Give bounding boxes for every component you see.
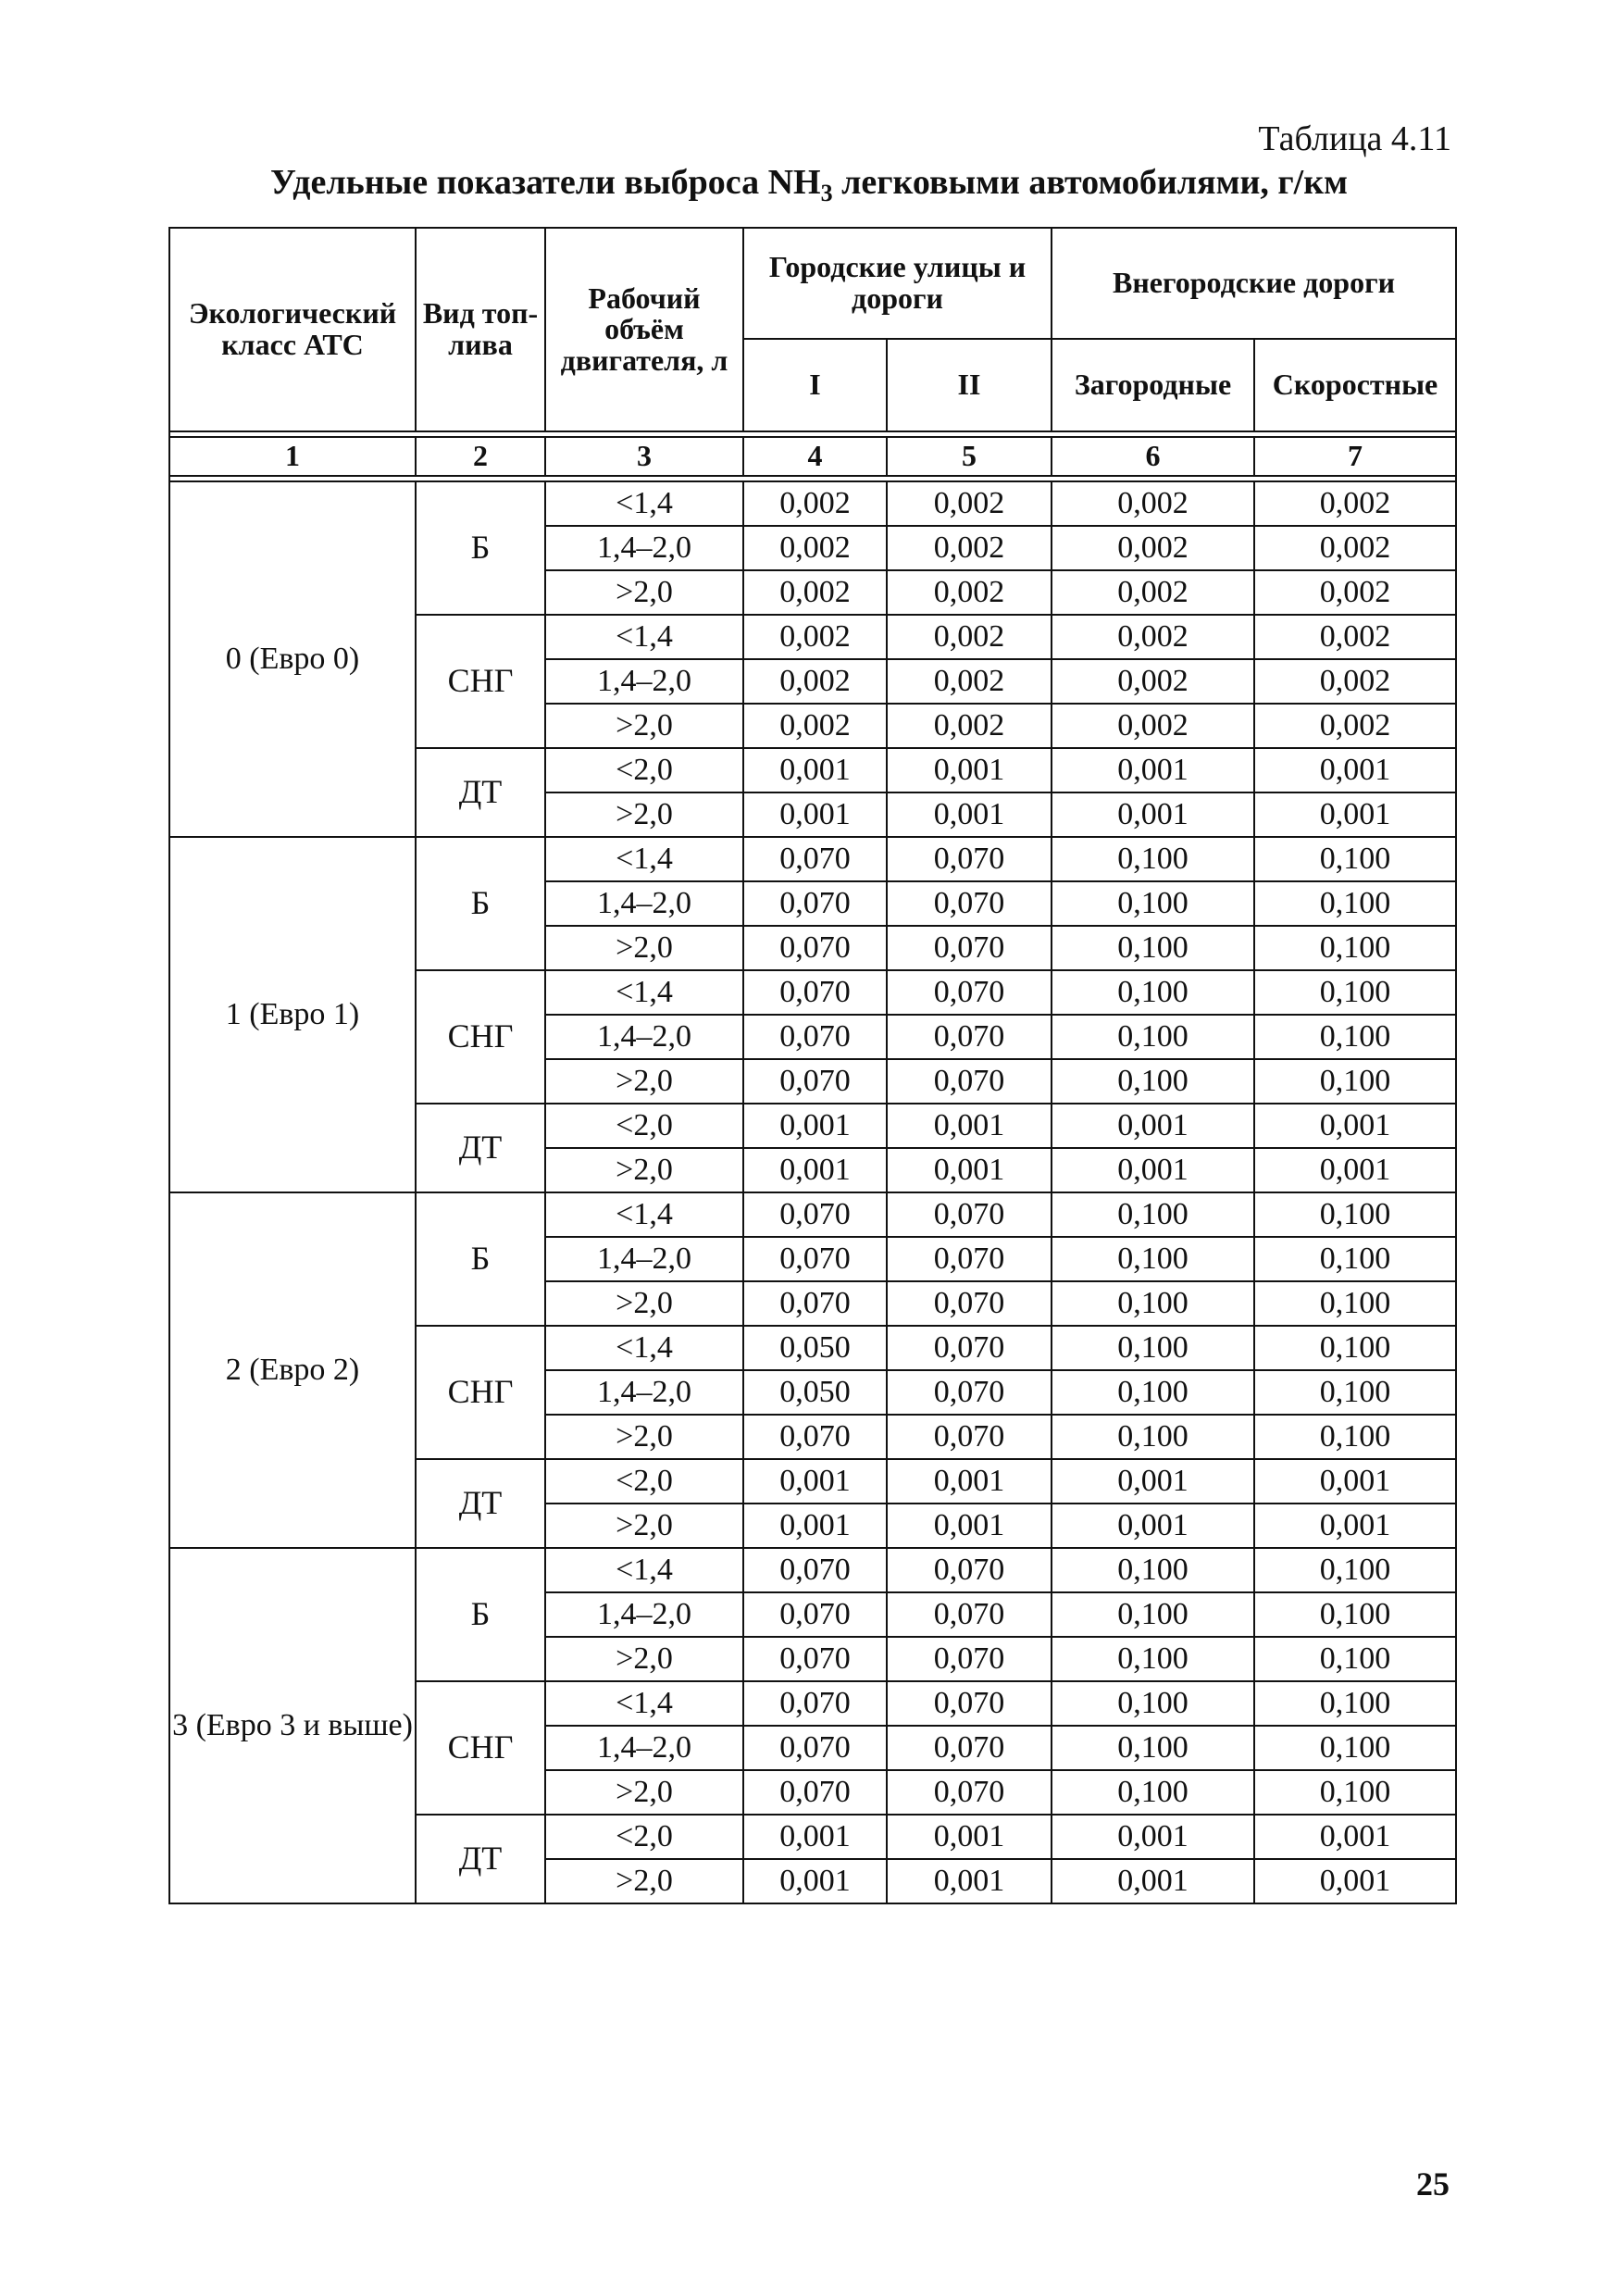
- country-value: 0,001: [1052, 792, 1254, 837]
- col-number: 2: [416, 437, 545, 476]
- city-ii-value: 0,001: [887, 1148, 1052, 1192]
- header-city-roads: Городские улицы и дороги: [743, 228, 1052, 339]
- city-i-value: 0,001: [743, 1504, 887, 1548]
- city-ii-value: 0,070: [887, 1770, 1052, 1815]
- country-value: 0,100: [1052, 1059, 1254, 1104]
- table-label: Таблица 4.11: [1258, 119, 1451, 158]
- city-ii-value: 0,070: [887, 1192, 1052, 1237]
- engine-volume-cell: 1,4–2,0: [545, 1015, 743, 1059]
- city-ii-value: 0,070: [887, 1059, 1052, 1104]
- city-i-value: 0,070: [743, 970, 887, 1015]
- city-i-value: 0,001: [743, 1148, 887, 1192]
- city-i-value: 0,070: [743, 1415, 887, 1459]
- engine-volume-cell: 1,4–2,0: [545, 1726, 743, 1770]
- city-i-value: 0,050: [743, 1370, 887, 1415]
- fuel-type-cell: Б: [416, 481, 545, 615]
- eco-class-cell: 0 (Евро 0): [169, 481, 416, 837]
- table-row: [169, 837, 1456, 881]
- country-value: 0,100: [1052, 1192, 1254, 1237]
- fuel-type-cell: Б: [416, 837, 545, 970]
- highway-value: 0,001: [1254, 1104, 1456, 1148]
- city-i-value: 0,050: [743, 1326, 887, 1370]
- city-i-value: 0,002: [743, 570, 887, 615]
- table-row: [169, 481, 1456, 526]
- country-value: 0,001: [1052, 1859, 1254, 1903]
- highway-value: 0,001: [1254, 1148, 1456, 1192]
- city-ii-value: 0,070: [887, 926, 1052, 970]
- city-i-value: 0,070: [743, 837, 887, 881]
- engine-volume-cell: <1,4: [545, 481, 743, 526]
- city-ii-value: 0,070: [887, 837, 1052, 881]
- engine-volume-cell: <1,4: [545, 1192, 743, 1237]
- city-ii-value: 0,001: [887, 1104, 1052, 1148]
- city-ii-value: 0,070: [887, 1415, 1052, 1459]
- engine-volume-cell: >2,0: [545, 792, 743, 837]
- engine-volume-cell: >2,0: [545, 1059, 743, 1104]
- country-value: 0,100: [1052, 881, 1254, 926]
- country-value: 0,100: [1052, 926, 1254, 970]
- country-value: 0,002: [1052, 659, 1254, 704]
- country-value: 0,100: [1052, 1726, 1254, 1770]
- city-ii-value: 0,001: [887, 1859, 1052, 1903]
- country-value: 0,002: [1052, 526, 1254, 570]
- engine-volume-cell: >2,0: [545, 1415, 743, 1459]
- country-value: 0,100: [1052, 1015, 1254, 1059]
- city-ii-value: 0,002: [887, 526, 1052, 570]
- engine-volume-cell: 1,4–2,0: [545, 1592, 743, 1637]
- country-value: 0,002: [1052, 704, 1254, 748]
- engine-volume-cell: <1,4: [545, 615, 743, 659]
- city-ii-value: 0,002: [887, 481, 1052, 526]
- country-value: 0,100: [1052, 1548, 1254, 1592]
- country-value: 0,002: [1052, 570, 1254, 615]
- header-engine-volume: Рабочий объём двигателя, л: [545, 228, 743, 431]
- city-ii-value: 0,070: [887, 970, 1052, 1015]
- city-i-value: 0,070: [743, 1015, 887, 1059]
- city-ii-value: 0,002: [887, 704, 1052, 748]
- country-value: 0,100: [1052, 1326, 1254, 1370]
- country-value: 0,001: [1052, 748, 1254, 792]
- city-i-value: 0,070: [743, 1192, 887, 1237]
- city-ii-value: 0,070: [887, 1548, 1052, 1592]
- highway-value: 0,100: [1254, 1281, 1456, 1326]
- city-ii-value: 0,002: [887, 659, 1052, 704]
- engine-volume-cell: 1,4–2,0: [545, 526, 743, 570]
- engine-volume-cell: <2,0: [545, 1459, 743, 1504]
- city-i-value: 0,070: [743, 1726, 887, 1770]
- highway-value: 0,100: [1254, 1726, 1456, 1770]
- highway-value: 0,001: [1254, 1504, 1456, 1548]
- city-ii-value: 0,001: [887, 748, 1052, 792]
- title-subscript: 3: [820, 180, 833, 206]
- engine-volume-cell: >2,0: [545, 1281, 743, 1326]
- city-i-value: 0,070: [743, 1237, 887, 1281]
- city-ii-value: 0,070: [887, 1592, 1052, 1637]
- engine-volume-cell: >2,0: [545, 1770, 743, 1815]
- country-value: 0,100: [1052, 1681, 1254, 1726]
- fuel-type-cell: Б: [416, 1548, 545, 1681]
- country-value: 0,100: [1052, 1770, 1254, 1815]
- engine-volume-cell: 1,4–2,0: [545, 1370, 743, 1415]
- highway-value: 0,100: [1254, 881, 1456, 926]
- city-ii-value: 0,070: [887, 881, 1052, 926]
- city-ii-value: 0,070: [887, 1237, 1052, 1281]
- country-value: 0,100: [1052, 1370, 1254, 1415]
- engine-volume-cell: >2,0: [545, 1148, 743, 1192]
- col-number: 5: [887, 437, 1052, 476]
- country-value: 0,001: [1052, 1104, 1254, 1148]
- col-number: 1: [169, 437, 416, 476]
- header-city-i: I: [743, 339, 887, 431]
- highway-value: 0,002: [1254, 481, 1456, 526]
- fuel-type-cell: ДТ: [416, 1459, 545, 1548]
- country-value: 0,001: [1052, 1815, 1254, 1859]
- table-row: [169, 1192, 1456, 1237]
- city-ii-value: 0,070: [887, 1326, 1052, 1370]
- city-i-value: 0,002: [743, 526, 887, 570]
- country-value: 0,100: [1052, 1637, 1254, 1681]
- engine-volume-cell: <1,4: [545, 970, 743, 1015]
- city-ii-value: 0,070: [887, 1370, 1052, 1415]
- city-i-value: 0,070: [743, 1681, 887, 1726]
- highway-value: 0,100: [1254, 1415, 1456, 1459]
- country-value: 0,002: [1052, 615, 1254, 659]
- engine-volume-cell: >2,0: [545, 926, 743, 970]
- city-ii-value: 0,001: [887, 1504, 1052, 1548]
- engine-volume-cell: >2,0: [545, 1859, 743, 1903]
- title-prefix: Удельные показатели выброса NH: [270, 163, 821, 202]
- engine-volume-cell: 1,4–2,0: [545, 881, 743, 926]
- city-i-value: 0,002: [743, 704, 887, 748]
- fuel-type-cell: СНГ: [416, 1326, 545, 1459]
- engine-volume-cell: >2,0: [545, 1637, 743, 1681]
- engine-volume-cell: <2,0: [545, 1815, 743, 1859]
- eco-class-cell: 1 (Евро 1): [169, 837, 416, 1192]
- engine-volume-cell: >2,0: [545, 1504, 743, 1548]
- engine-volume-cell: 1,4–2,0: [545, 1237, 743, 1281]
- engine-volume-cell: >2,0: [545, 704, 743, 748]
- city-i-value: 0,070: [743, 1770, 887, 1815]
- city-ii-value: 0,002: [887, 615, 1052, 659]
- city-i-value: 0,001: [743, 1815, 887, 1859]
- highway-value: 0,100: [1254, 1326, 1456, 1370]
- city-i-value: 0,001: [743, 1859, 887, 1903]
- fuel-type-cell: СНГ: [416, 615, 545, 748]
- city-i-value: 0,001: [743, 792, 887, 837]
- header-outcity-roads: Внегородские дороги: [1052, 228, 1456, 339]
- col-number: 7: [1254, 437, 1456, 476]
- city-i-value: 0,070: [743, 926, 887, 970]
- highway-value: 0,100: [1254, 926, 1456, 970]
- city-i-value: 0,070: [743, 881, 887, 926]
- city-ii-value: 0,070: [887, 1637, 1052, 1681]
- engine-volume-cell: <2,0: [545, 1104, 743, 1148]
- highway-value: 0,002: [1254, 659, 1456, 704]
- country-value: 0,100: [1052, 1592, 1254, 1637]
- country-value: 0,001: [1052, 1504, 1254, 1548]
- city-i-value: 0,002: [743, 481, 887, 526]
- highway-value: 0,001: [1254, 748, 1456, 792]
- eco-class-cell: 3 (Евро 3 и выше): [169, 1548, 416, 1903]
- country-value: 0,100: [1052, 970, 1254, 1015]
- fuel-type-cell: Б: [416, 1192, 545, 1326]
- country-value: 0,001: [1052, 1148, 1254, 1192]
- highway-value: 0,002: [1254, 704, 1456, 748]
- fuel-type-cell: ДТ: [416, 748, 545, 837]
- city-i-value: 0,002: [743, 659, 887, 704]
- city-i-value: 0,001: [743, 1459, 887, 1504]
- highway-value: 0,100: [1254, 1592, 1456, 1637]
- country-value: 0,002: [1052, 481, 1254, 526]
- highway-value: 0,100: [1254, 1770, 1456, 1815]
- eco-class-cell: 2 (Евро 2): [169, 1192, 416, 1548]
- header-eco-class: Экологический класс АТС: [169, 228, 416, 431]
- highway-value: 0,100: [1254, 1681, 1456, 1726]
- engine-volume-cell: <1,4: [545, 837, 743, 881]
- highway-value: 0,100: [1254, 837, 1456, 881]
- engine-volume-cell: <2,0: [545, 748, 743, 792]
- highway-value: 0,100: [1254, 1192, 1456, 1237]
- city-i-value: 0,070: [743, 1637, 887, 1681]
- engine-volume-cell: <1,4: [545, 1548, 743, 1592]
- country-value: 0,100: [1052, 1237, 1254, 1281]
- city-i-value: 0,070: [743, 1592, 887, 1637]
- city-i-value: 0,070: [743, 1059, 887, 1104]
- highway-value: 0,001: [1254, 792, 1456, 837]
- country-value: 0,001: [1052, 1459, 1254, 1504]
- city-ii-value: 0,070: [887, 1015, 1052, 1059]
- city-ii-value: 0,070: [887, 1726, 1052, 1770]
- city-ii-value: 0,001: [887, 792, 1052, 837]
- city-ii-value: 0,001: [887, 1459, 1052, 1504]
- engine-volume-cell: 1,4–2,0: [545, 659, 743, 704]
- country-value: 0,100: [1052, 1281, 1254, 1326]
- col-number: 3: [545, 437, 743, 476]
- header-highway: Скоростные: [1254, 339, 1456, 431]
- fuel-type-cell: ДТ: [416, 1104, 545, 1192]
- highway-value: 0,100: [1254, 1548, 1456, 1592]
- emission-table: [168, 227, 1457, 1904]
- header-fuel-type: Вид топ-лива: [416, 228, 545, 431]
- highway-value: 0,002: [1254, 570, 1456, 615]
- header-country: Загородные: [1052, 339, 1254, 431]
- highway-value: 0,002: [1254, 526, 1456, 570]
- city-ii-value: 0,001: [887, 1815, 1052, 1859]
- highway-value: 0,001: [1254, 1859, 1456, 1903]
- highway-value: 0,100: [1254, 1015, 1456, 1059]
- country-value: 0,100: [1052, 837, 1254, 881]
- header-city-ii: II: [887, 339, 1052, 431]
- highway-value: 0,001: [1254, 1815, 1456, 1859]
- table-body: [169, 481, 1456, 1903]
- col-number: 6: [1052, 437, 1254, 476]
- highway-value: 0,100: [1254, 1059, 1456, 1104]
- col-number: 4: [743, 437, 887, 476]
- fuel-type-cell: СНГ: [416, 1681, 545, 1815]
- page-number: 25: [1416, 2165, 1450, 2202]
- highway-value: 0,100: [1254, 1370, 1456, 1415]
- table-row: [169, 1548, 1456, 1592]
- fuel-type-cell: СНГ: [416, 970, 545, 1104]
- city-ii-value: 0,002: [887, 570, 1052, 615]
- city-ii-value: 0,070: [887, 1681, 1052, 1726]
- title-suffix: легковыми автомобилями, г/км: [832, 163, 1348, 202]
- engine-volume-cell: <1,4: [545, 1326, 743, 1370]
- highway-value: 0,100: [1254, 1637, 1456, 1681]
- city-i-value: 0,070: [743, 1281, 887, 1326]
- city-ii-value: 0,070: [887, 1281, 1052, 1326]
- engine-volume-cell: >2,0: [545, 570, 743, 615]
- city-i-value: 0,070: [743, 1548, 887, 1592]
- highway-value: 0,100: [1254, 1237, 1456, 1281]
- highway-value: 0,100: [1254, 970, 1456, 1015]
- engine-volume-cell: <1,4: [545, 1681, 743, 1726]
- table-title: [0, 162, 1618, 207]
- highway-value: 0,002: [1254, 615, 1456, 659]
- highway-value: 0,001: [1254, 1459, 1456, 1504]
- city-i-value: 0,002: [743, 615, 887, 659]
- country-value: 0,100: [1052, 1415, 1254, 1459]
- fuel-type-cell: ДТ: [416, 1815, 545, 1903]
- city-i-value: 0,001: [743, 1104, 887, 1148]
- city-i-value: 0,001: [743, 748, 887, 792]
